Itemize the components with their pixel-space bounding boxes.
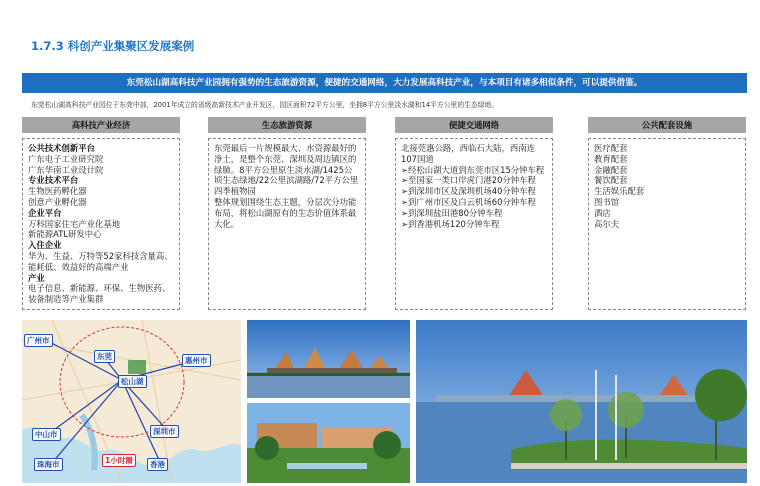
map-label: 深圳市 [150, 425, 179, 438]
column-line: 新能源ATL研发中心 [28, 229, 102, 240]
lakeside-building-photo [247, 320, 410, 398]
highlight-banner: 东莞松山湖高科技产业园拥有强势的生态旅游资源，便捷的交通网络，大力发展高科技产业，与本项目有诸多相似条件，可以提供借鉴。 [22, 73, 747, 93]
column-eco-tourism [208, 117, 366, 310]
map-label: 惠州市 [182, 354, 211, 367]
section-title: 1.7.3 科创产业集聚区发展案例 [31, 39, 195, 53]
column-transport-network [395, 117, 553, 310]
column-line: 电子信息、新能源、环保、生物医药、装备制造等产业集群 [28, 283, 171, 305]
column-line: 北接莞惠公路，西临石大陆，西南连107国道 [401, 143, 535, 164]
column-line: 餐饮配套 [594, 175, 628, 186]
column-line: 金融配套 [594, 164, 628, 175]
map-label: 东莞 [94, 350, 115, 363]
column-line: 万科国家住宅产业化基地 [28, 218, 121, 229]
column-line: ➢到广州市区及白云机场60分钟车程 [401, 196, 536, 207]
column-body [395, 138, 553, 310]
column-heading: 高科技产业经济 [22, 117, 180, 133]
column-line: 创意产业孵化器 [28, 196, 87, 207]
map-label: 中山市 [32, 428, 61, 441]
column-body [208, 138, 366, 310]
map-label: 松山湖 [118, 375, 147, 388]
column-heading: 生态旅游资源 [208, 117, 366, 133]
lake-panorama-photo [416, 320, 747, 483]
column-subheading: 产业 [28, 272, 45, 283]
column-line: 华为、生益、万特等52家科技含量高、能耗低、效益好的高端产业 [28, 250, 173, 272]
column-subheading: 公共技术创新平台 [28, 143, 95, 153]
column-line: 教育配套 [594, 153, 628, 164]
column-line: 医疗配套 [594, 143, 628, 153]
column-line: 广东电子工业研究院 [28, 153, 104, 164]
column-line: 整体规划围绕生态主题，分层次分功能布局，将松山湖原有的生态价值体系最大化。 [214, 196, 357, 229]
column-line: 东莞最后一片规模最大、水资源最好的净土，是整个东莞、深圳及周边镇区的绿肺。8平方公里原生淡水湖/1425公顷生态绿地/22公里滨湖路/72平方公里四季植物园 [214, 143, 359, 197]
column-line: 广东华南工业设计院 [28, 164, 104, 175]
column-public-facilities [588, 117, 746, 310]
map-label: 广州市 [24, 334, 53, 347]
column-line: 高尔夫 [594, 218, 620, 229]
column-high-tech-economy [22, 117, 180, 310]
campus-garden-graphic [247, 403, 410, 483]
column-subheading: 企业平台 [28, 207, 62, 218]
column-line: ➢至国家一类口岸虎门港20分钟车程 [401, 175, 536, 186]
campus-garden-photo [247, 403, 410, 483]
column-subheading: 专业技术平台 [28, 175, 79, 186]
regional-map [22, 320, 241, 483]
column-heading: 便捷交通网络 [395, 117, 553, 133]
map-label: 1小时圈 [102, 454, 136, 467]
map-label: 珠海市 [34, 458, 63, 471]
column-line: 酒店 [594, 207, 611, 218]
column-body [588, 138, 746, 310]
lakeside-building-graphic [247, 320, 410, 398]
intro-text: 东莞松山湖高科技产业园位于东莞中部，2001年成立的省级高新技术产业开发区，园区面积72平方公里，坐拥8平方公里淡水湖和14平方公里的生态绿地。 [31, 101, 499, 109]
column-line: 图书馆 [594, 196, 620, 207]
column-body [22, 138, 180, 310]
column-line: ➢到香港机场120分钟车程 [401, 218, 500, 229]
column-line: 生物医药孵化器 [28, 186, 87, 197]
column-line: ➢到深圳市区及深圳机场40分钟车程 [401, 186, 536, 197]
lake-panorama-graphic [416, 320, 747, 483]
column-line: ➢到深圳盐田港80分钟车程 [401, 207, 503, 218]
column-heading: 公共配套设施 [588, 117, 746, 133]
map-label: 香港 [147, 458, 168, 471]
column-line: ➢经松山湖大道到东莞市区15分钟车程 [401, 164, 545, 175]
column-line: 生活娱乐配套 [594, 186, 645, 197]
column-subheading: 入住企业 [28, 240, 62, 251]
